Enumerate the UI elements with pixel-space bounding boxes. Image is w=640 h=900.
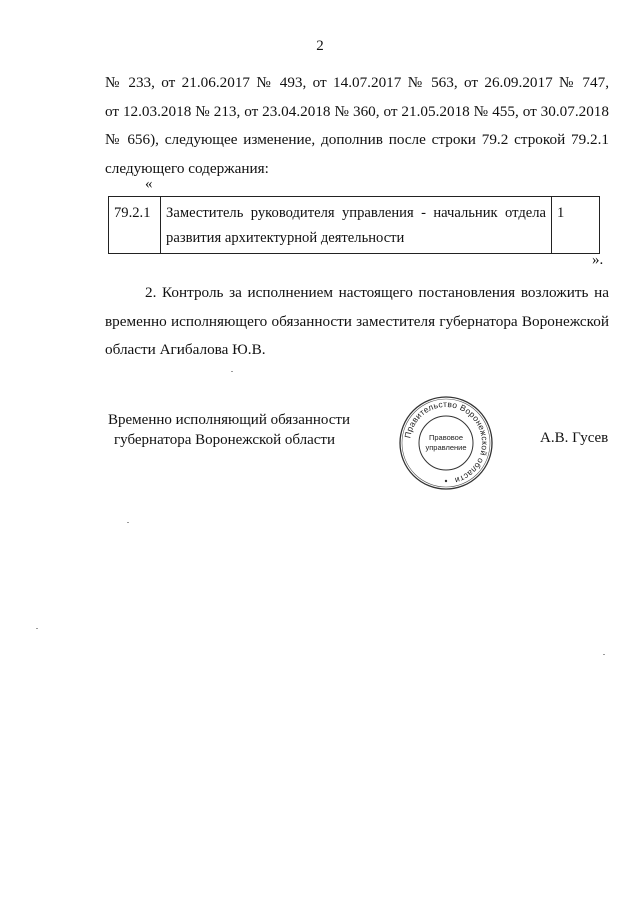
stamp-star-icon bbox=[445, 480, 447, 482]
signatory-title-line: губернатора Воронежской области bbox=[114, 432, 335, 448]
table-row bbox=[109, 197, 600, 254]
signatory-name: А.В. Гусев bbox=[540, 430, 609, 446]
staff-count-cell: 1 bbox=[552, 197, 600, 254]
description-line: Заместитель руководителя управления - начальник отдела bbox=[166, 205, 546, 221]
official-stamp bbox=[396, 393, 496, 493]
position-description-cell bbox=[161, 197, 552, 254]
amendment-table bbox=[108, 196, 600, 254]
page-number: 2 bbox=[316, 38, 324, 54]
paragraph-line: следующего содержания: bbox=[105, 159, 269, 177]
paragraph-line: области Агибалова Ю.В. bbox=[105, 341, 266, 358]
stamp-center-text: Правовое bbox=[428, 433, 464, 442]
signatory-title-line: Временно исполняющий обязанности bbox=[108, 412, 351, 428]
paragraph-line: № 233, от 21.06.2017 № 493, от 14.07.2017 № 563, от 26.09.2017 № 747, bbox=[105, 74, 609, 91]
scan-speck bbox=[231, 371, 233, 372]
scan-speck bbox=[36, 628, 38, 629]
paragraph-line: от 12.03.2018 № 213, от 23.04.2018 № 360, от 21.05.2018 № 455, от 30.07.2018 bbox=[105, 102, 609, 120]
stamp-ring-text: Правительство Воронежской области bbox=[402, 398, 491, 486]
description-line: развития архитектурной деятельности bbox=[166, 230, 405, 246]
paragraph-line: 2. Контроль за исполнением настоящего постановления возложить на bbox=[145, 284, 609, 301]
paragraph-amendment-references bbox=[105, 69, 609, 183]
paragraph-control bbox=[105, 279, 609, 365]
paragraph-line: временно исполняющего обязанности заместителя губернатора Воронежской bbox=[105, 312, 609, 330]
signatory-title bbox=[108, 410, 350, 450]
scan-speck bbox=[603, 654, 605, 655]
stamp-center-text: управление bbox=[425, 443, 467, 452]
row-number-cell: 79.2.1 bbox=[109, 197, 161, 254]
closing-quote: ». bbox=[592, 252, 604, 268]
scan-speck bbox=[127, 522, 129, 523]
paragraph-line: № 656), следующее изменение, дополнив после строки 79.2 строкой 79.2.1 bbox=[105, 131, 609, 148]
opening-quote: « bbox=[145, 176, 153, 192]
